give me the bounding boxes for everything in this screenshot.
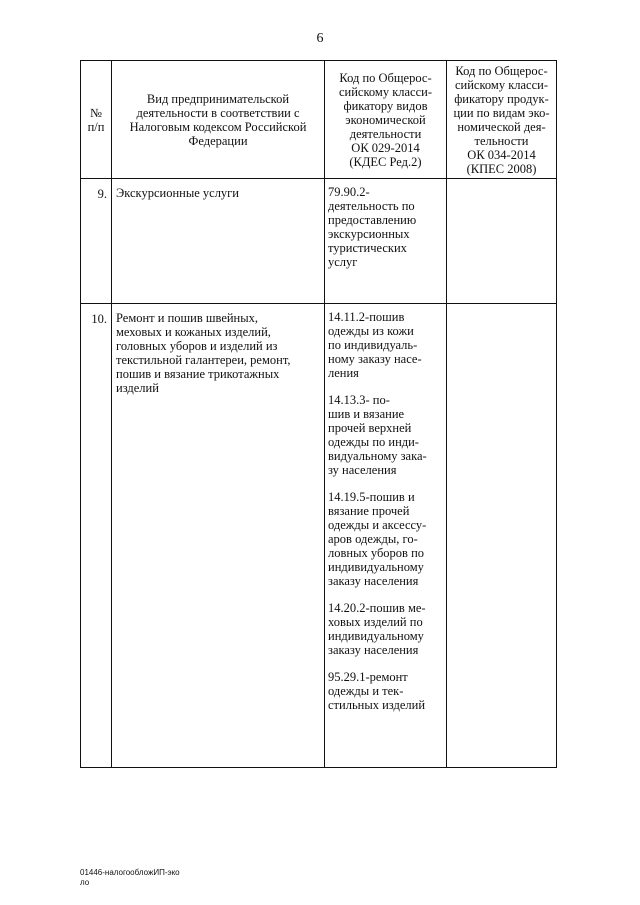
table-row <box>81 304 557 768</box>
table-row <box>81 179 557 304</box>
document-footer <box>80 868 180 888</box>
row-okved-codes <box>325 304 447 768</box>
row-okved-codes <box>325 179 447 304</box>
row-okpd-code <box>447 304 557 768</box>
footer-continuation: ло <box>80 878 90 887</box>
okved-code-block: 14.20.2-пошив ме- ховых изделий по индивидуальному заказу населения <box>328 601 426 657</box>
row-okpd-code <box>447 179 557 304</box>
table-header-row <box>81 61 557 179</box>
okved-code-block: 14.19.5-пошив и вязание прочей одежды и аксессу- аров одежды, го- ловных уборов по индивидуальному заказу населения <box>328 490 427 588</box>
okved-code-block: 95.29.1-ремонт одежды и тек- стильных изделий <box>328 670 426 712</box>
row-number: 9. <box>81 179 112 304</box>
header-okved-code: Код по Общерос- сийскому класси- фикатору видов экономической деятельности ОК 029-2014 (КДЕС Ред.2) <box>325 61 447 179</box>
header-activity-type: Вид предпринимательской деятельности в соответствии с Налоговым кодексом Российской Федерации <box>112 61 325 179</box>
row-activity: Ремонт и пошив швейных, меховых и кожаных изделий, головных уборов и изделий из текстильной галантереи, ремонт, пошив и вязание трикотажных изделий <box>112 304 325 768</box>
row-number: 10. <box>81 304 112 768</box>
page-number: 6 <box>316 31 324 46</box>
header-okpd-code: Код по Общерос- сийскому класси- фикатору продук- ции по видам эко- номической дея- тельности ОК 034-2014 (КПЕС 2008) <box>447 61 557 179</box>
activity-table <box>80 60 557 768</box>
okved-code-block: 79.90.2- деятельность по предоставлению экскурсионных туристических услуг <box>328 185 417 269</box>
okved-code-block: 14.13.3- по- шив и вязание прочей верхней одежды по инди- видуальному зака- зу населения <box>328 393 427 477</box>
okved-code-block: 14.11.2-пошив одежды из кожи по индивидуаль- ному заказу насе- ления <box>328 310 422 380</box>
header-number: № п/п <box>81 61 112 179</box>
row-activity: Экскурсионные услуги <box>112 179 325 304</box>
footer-filename: 01446-налогообложИП-эко <box>80 868 180 877</box>
